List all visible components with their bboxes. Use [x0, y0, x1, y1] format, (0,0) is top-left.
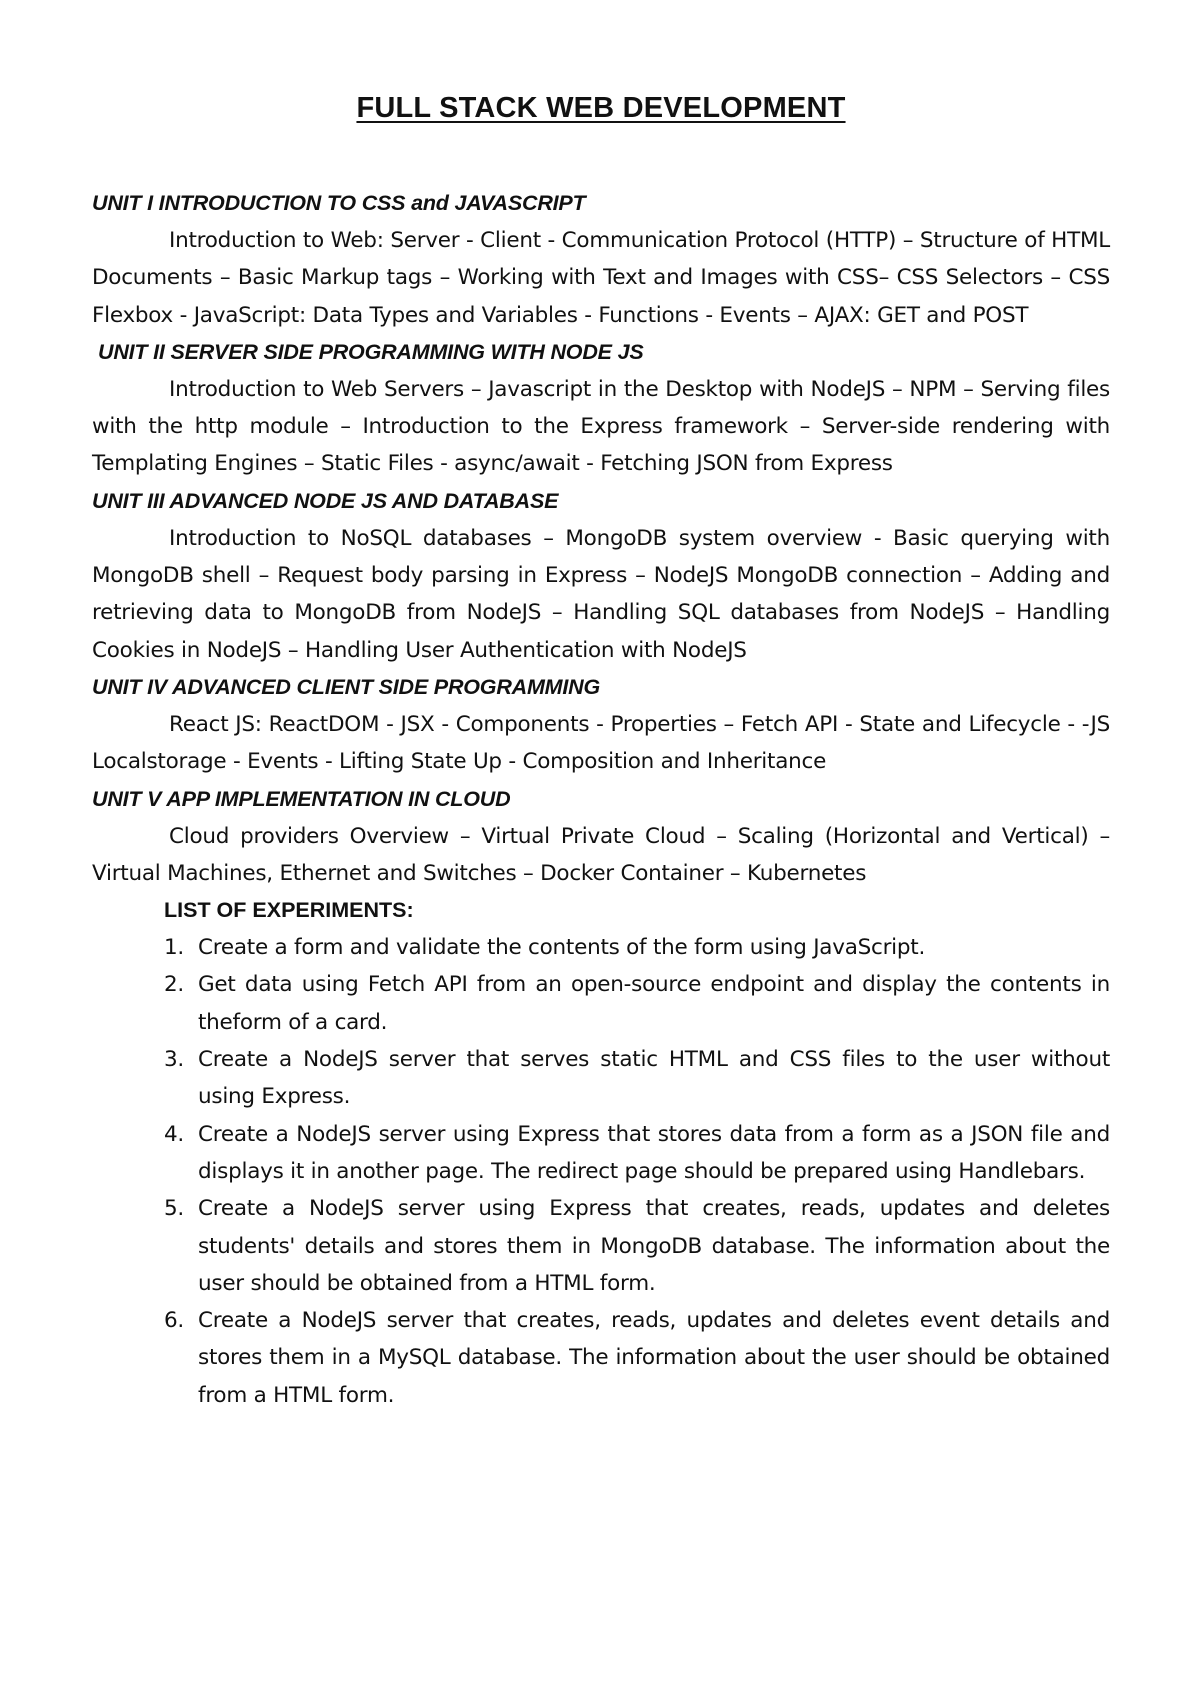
experiment-number: 4. — [164, 1121, 185, 1147]
unit-2-body: Introduction to Web Servers – Javascript in the Desktop with NodeJS – NPM – Serving files with the http module – Introduction to the Express framework – Server-side rendering with Templating Engines – Static Files - async/await - Fetching JSON from Express — [92, 376, 1110, 477]
experiments-heading: LIST OF EXPERIMENTS: — [164, 898, 414, 923]
unit-2-heading: UNIT II SERVER SIDE PROGRAMMING WITH NODE JS — [98, 339, 644, 364]
unit-1-section — [92, 185, 1110, 334]
experiment-text: Get data using Fetch API from an open-source endpoint and display the contents in theform of a card. — [198, 972, 1110, 1035]
unit-3-section — [92, 483, 1110, 669]
unit-5-heading: UNIT V APP IMPLEMENTATION IN CLOUD — [92, 786, 511, 811]
document-title: FULL STACK WEB DEVELOPMENT — [356, 92, 846, 124]
experiment-number: 3. — [164, 1047, 185, 1073]
unit-3-heading: UNIT III ADVANCED NODE JS AND DATABASE — [92, 488, 559, 513]
unit-4-heading: UNIT IV ADVANCED CLIENT SIDE PROGRAMMING — [92, 674, 601, 699]
experiment-number: 6. — [164, 1308, 185, 1334]
unit-1-body: Introduction to Web: Server - Client - Communication Protocol (HTTP) – Structure of HTML Documents – Basic Markup tags – Working with Text and Images with CSS– CSS Selectors – CSS Flexbox - JavaScript: Data Types and Variables - Functions - Events – AJAX: GET and POST — [92, 228, 1110, 328]
experiment-text: Create a form and validate the contents of the form using JavaScript. — [198, 935, 926, 961]
experiment-number: 5. — [164, 1196, 185, 1222]
experiments-section — [92, 892, 1110, 1414]
experiment-text: Create a NodeJS server that serves static HTML and CSS files to the user without using Express. — [198, 1047, 1110, 1110]
experiment-item — [164, 929, 1110, 966]
experiment-number: 2. — [164, 972, 185, 998]
experiment-text: Create a NodeJS server using Express that creates, reads, updates and deletes students' details and stores them in MongoDB database. The information about the user should be obtained from a HTML form. — [198, 1196, 1110, 1296]
experiment-text: Create a NodeJS server that creates, reads, updates and deletes event details and stores them in a MySQL database. The information about the user should be obtained from a HTML form. — [198, 1308, 1110, 1408]
experiment-item — [164, 1116, 1110, 1191]
experiment-item — [164, 966, 1110, 1041]
experiment-item — [164, 1190, 1110, 1302]
experiment-item — [164, 1302, 1110, 1414]
unit-4-body: React JS: ReactDOM - JSX - Components - Properties – Fetch API - State and Lifecycle - -JS Localstorage - Events - Lifting State Up - Composition and Inheritance — [92, 711, 1110, 775]
experiments-list — [164, 929, 1110, 1414]
unit-3-body: Introduction to NoSQL databases – MongoDB system overview - Basic querying with MongoDB shell – Request body parsing in Express – NodeJS MongoDB connection – Adding and retrieving data to MongoDB from NodeJS – Handling SQL databases from NodeJS – Handling Cookies in NodeJS – Handling User Authentication with NodeJS — [92, 525, 1110, 663]
unit-5-body: Cloud providers Overview – Virtual Private Cloud – Scaling (Horizontal and Vertical) – Virtual Machines, Ethernet and Switches – Docker Container – Kubernetes — [92, 823, 1110, 886]
experiment-item — [164, 1041, 1110, 1116]
unit-1-heading: UNIT I INTRODUCTION TO CSS and JAVASCRIPT — [92, 191, 586, 215]
unit-4-section — [92, 669, 1110, 781]
document-page — [92, 92, 1110, 1414]
unit-2-section — [92, 334, 1110, 483]
experiment-number: 1. — [164, 935, 185, 961]
experiment-text: Create a NodeJS server using Express that stores data from a form as a JSON file and displays it in another page. The redirect page should be prepared using Handlebars. — [198, 1121, 1110, 1184]
unit-5-section — [92, 781, 1110, 893]
